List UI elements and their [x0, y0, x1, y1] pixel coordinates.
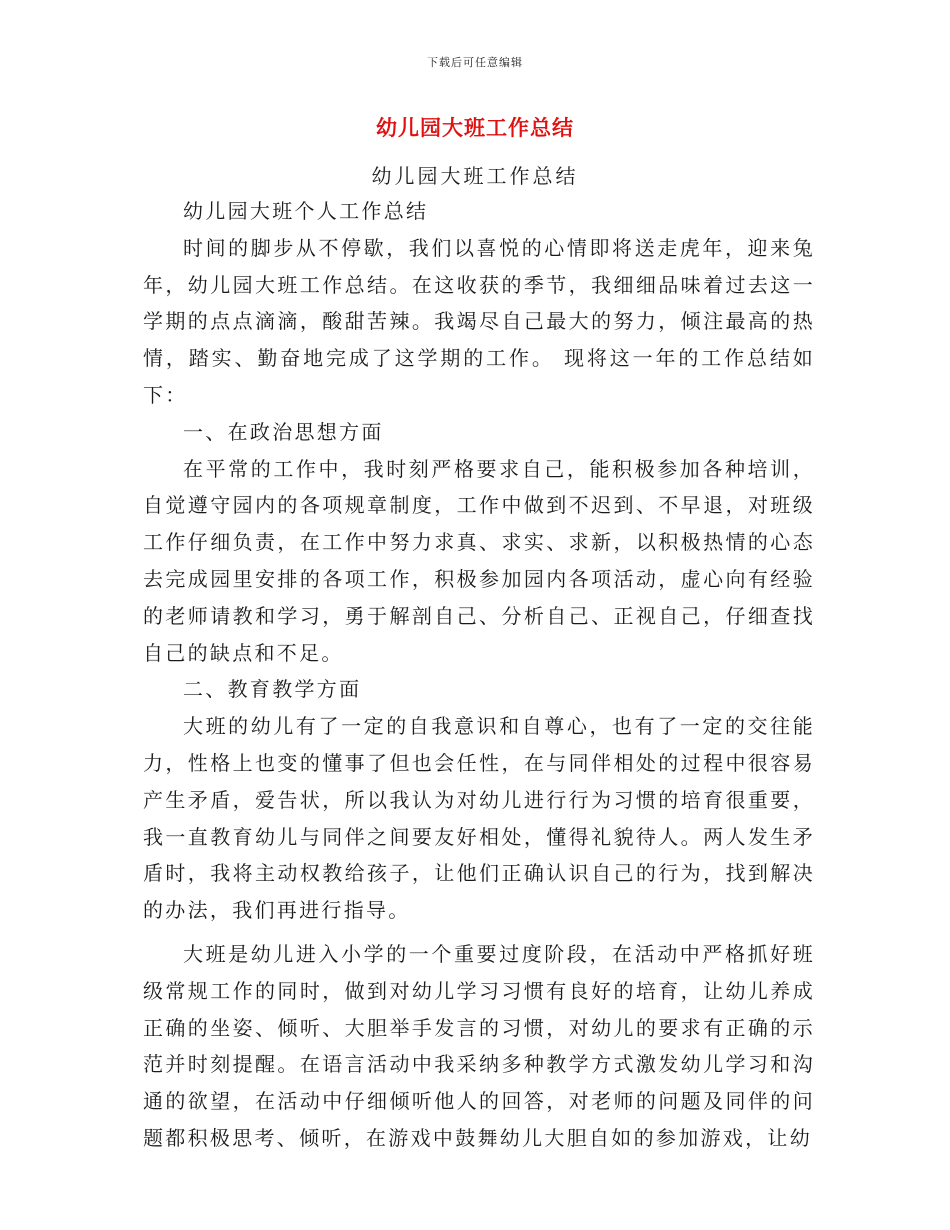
document-body: [143, 193, 815, 1157]
document-title: 幼儿园大班工作总结: [376, 115, 574, 140]
intro-paragraph: 时间的脚步从不停歇，我们以喜悦的心情即将送走虎年，迎来兔年，幼儿园大班工作总结。在这收获的季节，我细细品味着过去这一学期的点点滴滴，酸甜苦辣。我竭尽自己最大的努力，倾注最高的热情，踏实、勤奋地完成了这学期的工作。 现将这一年的工作总结如下：: [143, 235, 815, 407]
teaching-paragraph-1: 大班的幼儿有了一定的自我意识和自尊心，也有了一定的交往能力，性格上也变的懂事了但也会任性，在与同伴相处的过程中很容易产生矛盾，爱告状，所以我认为对幼儿进行行为习惯的培育很重要，我一直教育幼儿与同伴之间要友好相处，懂得礼貌待人。两人发生矛盾时，我将主动权教给孩子，让他们正确认识自己的行为，找到解决的办法，我们再进行指导。: [143, 714, 815, 923]
section-heading-political: 一、在政治思想方面: [183, 419, 384, 444]
section-heading-personal-summary: 幼儿园大班个人工作总结: [183, 199, 429, 223]
header-note: 下载后可任意编辑: [427, 56, 523, 69]
section-heading-teaching: 二、教育教学方面: [183, 677, 362, 702]
document-subtitle: 幼儿园大班工作总结: [371, 164, 579, 188]
teaching-paragraph-2: 大班是幼儿进入小学的一个重要过度阶段，在活动中严格抓好班级常规工作的同时，做到对幼儿学习习惯有良好的培育，让幼儿养成正确的坐姿、倾听、大胆举手发言的习惯，对幼儿的要求有正确的示范并时刻提醒。在语言活动中我采纳多种教学方式激发幼儿学习和沟通的欲望，在活动中仔细倾听他人的回答，对老师的问题及同伴的问题都积极思考、倾听，在游戏中鼓舞幼儿大胆自如的参加游戏，让幼: [143, 941, 815, 1150]
political-paragraph: 在平常的工作中，我时刻严格要求自己，能积极参加各种培训，自觉遵守园内的各项规章制度，工作中做到不迟到、不早退，对班级工作仔细负责，在工作中努力求真、求实、求新，以积极热情的心态去完成园里安排的各项工作，积极参加园内各项活动，虚心向有经验的老师请教和学习，勇于解剖自己、分析自己、正视自己，仔细查找自己的缺点和不足。: [143, 456, 815, 665]
